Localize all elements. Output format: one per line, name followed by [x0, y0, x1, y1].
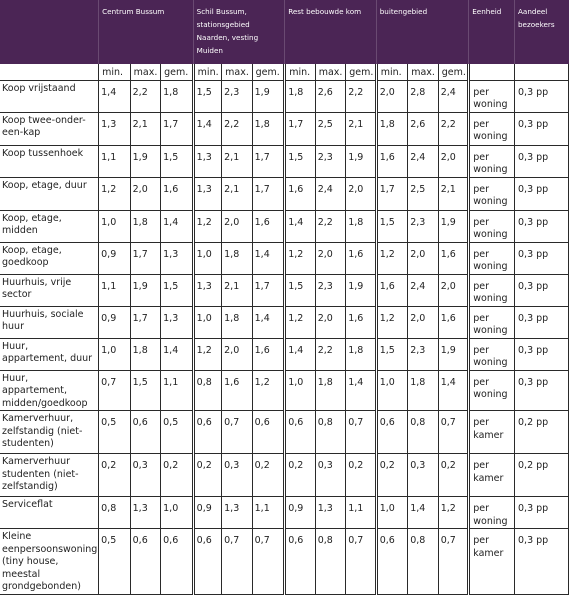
value-cell: 1,9	[438, 338, 469, 370]
subheader-gem: gem.	[438, 64, 469, 80]
value-cell: 0,7	[99, 370, 131, 411]
value-cell: 0,7	[222, 529, 253, 595]
value-cell: 1,7	[285, 112, 316, 145]
unit-cell: per woning	[469, 80, 515, 112]
value-cell: 0,6	[376, 529, 408, 595]
value-cell: 2,6	[408, 112, 439, 145]
value-cell: 2,1	[222, 177, 253, 210]
row-label: Koop, etage, midden	[0, 210, 99, 242]
value-cell: 0,6	[193, 529, 221, 595]
value-cell: 1,5	[285, 145, 316, 177]
value-cell: 2,4	[315, 177, 346, 210]
value-cell: 1,5	[376, 210, 408, 242]
value-cell: 2,4	[408, 274, 439, 306]
value-cell: 0,9	[285, 497, 316, 529]
unit-cell: per kamer	[469, 529, 515, 595]
row-label: Kamerverhuur studenten (niet-zelfstandig)	[0, 454, 99, 497]
value-cell: 1,7	[376, 177, 408, 210]
value-cell: 0,2	[438, 454, 469, 497]
value-cell: 0,7	[252, 529, 285, 595]
header-eenheid: Eenheid	[469, 0, 515, 64]
unit-cell: per woning	[469, 370, 515, 411]
table-row	[0, 112, 569, 145]
value-cell: 1,5	[161, 274, 194, 306]
subheader-min: min.	[193, 64, 221, 80]
value-cell: 1,2	[376, 306, 408, 338]
table-row	[0, 338, 569, 370]
value-cell: 0,2	[285, 454, 316, 497]
value-cell: 2,0	[376, 80, 408, 112]
value-cell: 0,7	[438, 411, 469, 454]
value-cell: 1,9	[130, 274, 161, 306]
value-cell: 1,6	[222, 370, 253, 411]
unit-cell: per woning	[469, 145, 515, 177]
unit-cell: per kamer	[469, 454, 515, 497]
visitor-share-cell: 0,2 pp	[515, 411, 569, 454]
header-rest-bebouwde-kom: Rest bebouwde kom	[285, 0, 377, 64]
unit-cell: per woning	[469, 338, 515, 370]
value-cell: 1,8	[346, 338, 377, 370]
value-cell: 1,8	[130, 210, 161, 242]
value-cell: 1,6	[161, 177, 194, 210]
header-centrum-bussum: Centrum Bussum	[99, 0, 194, 64]
value-cell: 1,0	[376, 497, 408, 529]
value-cell: 1,2	[438, 497, 469, 529]
value-cell: 2,1	[222, 145, 253, 177]
value-cell: 2,0	[408, 242, 439, 274]
row-label: Serviceflat	[0, 497, 99, 529]
value-cell: 0,9	[193, 497, 221, 529]
visitor-share-cell: 0,3 pp	[515, 112, 569, 145]
value-cell: 1,3	[161, 242, 194, 274]
row-label: Koop vrijstaand	[0, 80, 99, 112]
table-row	[0, 529, 569, 595]
table-row	[0, 242, 569, 274]
value-cell: 2,6	[315, 80, 346, 112]
value-cell: 1,2	[193, 210, 221, 242]
value-cell: 2,1	[438, 177, 469, 210]
value-cell: 2,2	[315, 338, 346, 370]
value-cell: 2,1	[346, 112, 377, 145]
value-cell: 0,3	[222, 454, 253, 497]
value-cell: 1,8	[315, 370, 346, 411]
value-cell: 1,3	[193, 145, 221, 177]
value-cell: 0,5	[99, 529, 131, 595]
value-cell: 1,8	[161, 80, 194, 112]
value-cell: 1,8	[346, 210, 377, 242]
value-cell: 2,0	[130, 177, 161, 210]
value-cell: 0,7	[438, 529, 469, 595]
value-cell: 1,5	[161, 145, 194, 177]
subheader-min: min.	[376, 64, 408, 80]
value-cell: 0,9	[99, 306, 131, 338]
value-cell: 1,4	[193, 112, 221, 145]
value-cell: 1,7	[252, 274, 285, 306]
visitor-share-cell: 0,3 pp	[515, 306, 569, 338]
value-cell: 2,4	[408, 145, 439, 177]
unit-cell: per woning	[469, 242, 515, 274]
value-cell: 0,2	[252, 454, 285, 497]
header-buitengebied: buitengebied	[376, 0, 469, 64]
value-cell: 1,5	[130, 370, 161, 411]
value-cell: 1,6	[252, 338, 285, 370]
value-cell: 0,3	[408, 454, 439, 497]
visitor-share-cell: 0,3 pp	[515, 497, 569, 529]
visitor-share-cell: 0,3 pp	[515, 242, 569, 274]
row-label: Koop tussenhoek	[0, 145, 99, 177]
subheader-max: max.	[315, 64, 346, 80]
value-cell: 1,7	[252, 177, 285, 210]
visitor-share-cell: 0,3 pp	[515, 80, 569, 112]
value-cell: 1,1	[346, 497, 377, 529]
header-blank	[0, 0, 99, 64]
value-cell: 0,8	[315, 411, 346, 454]
value-cell: 1,4	[408, 497, 439, 529]
value-cell: 2,4	[438, 80, 469, 112]
value-cell: 1,1	[99, 274, 131, 306]
value-cell: 1,2	[193, 338, 221, 370]
value-cell: 1,9	[252, 80, 285, 112]
table-row	[0, 145, 569, 177]
value-cell: 1,8	[130, 338, 161, 370]
value-cell: 2,1	[222, 274, 253, 306]
value-cell: 1,5	[285, 274, 316, 306]
value-cell: 2,2	[222, 112, 253, 145]
value-cell: 0,8	[408, 411, 439, 454]
row-label: Huur, appartement, midden/goedkoop	[0, 370, 99, 411]
value-cell: 2,2	[346, 80, 377, 112]
value-cell: 0,2	[346, 454, 377, 497]
value-cell: 0,6	[130, 411, 161, 454]
value-cell: 0,6	[161, 529, 194, 595]
value-cell: 0,2	[161, 454, 194, 497]
value-cell: 1,6	[376, 145, 408, 177]
value-cell: 1,0	[285, 370, 316, 411]
value-cell: 0,6	[285, 529, 316, 595]
row-label: Huurhuis, sociale huur	[0, 306, 99, 338]
value-cell: 1,3	[193, 274, 221, 306]
value-cell: 1,5	[193, 80, 221, 112]
header-row	[0, 0, 569, 64]
value-cell: 2,2	[438, 112, 469, 145]
value-cell: 1,2	[285, 306, 316, 338]
value-cell: 2,2	[315, 210, 346, 242]
subheader-aandeel-blank	[515, 64, 569, 80]
value-cell: 2,0	[315, 306, 346, 338]
value-cell: 1,6	[346, 306, 377, 338]
value-cell: 1,2	[376, 242, 408, 274]
value-cell: 1,4	[285, 210, 316, 242]
value-cell: 1,4	[161, 210, 194, 242]
row-label: Huurhuis, vrije sector	[0, 274, 99, 306]
unit-cell: per woning	[469, 497, 515, 529]
value-cell: 1,9	[438, 210, 469, 242]
value-cell: 0,6	[376, 411, 408, 454]
value-cell: 1,4	[438, 370, 469, 411]
row-label: Kleine eenpersoonswoning (tiny house, meestal grondgebonden)	[0, 529, 99, 595]
value-cell: 1,7	[130, 242, 161, 274]
value-cell: 1,1	[161, 370, 194, 411]
value-cell: 2,0	[315, 242, 346, 274]
value-cell: 1,3	[315, 497, 346, 529]
value-cell: 0,8	[315, 529, 346, 595]
unit-cell: per kamer	[469, 411, 515, 454]
table-row	[0, 177, 569, 210]
value-cell: 0,6	[285, 411, 316, 454]
value-cell: 0,7	[222, 411, 253, 454]
visitor-share-cell: 0,3 pp	[515, 274, 569, 306]
table-row	[0, 411, 569, 454]
visitor-share-cell: 0,3 pp	[515, 529, 569, 595]
value-cell: 0,6	[252, 411, 285, 454]
value-cell: 0,3	[130, 454, 161, 497]
value-cell: 1,3	[130, 497, 161, 529]
value-cell: 2,3	[222, 80, 253, 112]
value-cell: 1,6	[438, 306, 469, 338]
value-cell: 1,3	[193, 177, 221, 210]
table-row	[0, 80, 569, 112]
visitor-share-cell: 0,3 pp	[515, 210, 569, 242]
row-label: Kamerverhuur, zelfstandig (niet-studenten)	[0, 411, 99, 454]
value-cell: 0,2	[193, 454, 221, 497]
header-schil-bussum: Schil Bussum, stationsgebied Naarden, vesting Muiden	[193, 0, 285, 64]
value-cell: 1,6	[376, 274, 408, 306]
value-cell: 2,1	[130, 112, 161, 145]
subheader-max: max.	[222, 64, 253, 80]
value-cell: 1,0	[99, 210, 131, 242]
value-cell: 1,8	[222, 242, 253, 274]
value-cell: 1,4	[99, 80, 131, 112]
value-cell: 1,2	[99, 177, 131, 210]
visitor-share-cell: 0,3 pp	[515, 370, 569, 411]
table-body	[0, 80, 569, 594]
value-cell: 1,6	[285, 177, 316, 210]
table-row	[0, 210, 569, 242]
value-cell: 2,5	[408, 177, 439, 210]
value-cell: 1,8	[376, 112, 408, 145]
unit-cell: per woning	[469, 177, 515, 210]
table-row	[0, 274, 569, 306]
row-label: Koop twee-onder-een-kap	[0, 112, 99, 145]
value-cell: 1,4	[252, 306, 285, 338]
value-cell: 2,0	[438, 274, 469, 306]
value-cell: 1,4	[161, 338, 194, 370]
header-aandeel-bezoekers: Aandeel bezoekers	[515, 0, 569, 64]
value-cell: 1,4	[346, 370, 377, 411]
value-cell: 1,0	[161, 497, 194, 529]
value-cell: 2,5	[315, 112, 346, 145]
value-cell: 1,0	[99, 338, 131, 370]
value-cell: 0,2	[376, 454, 408, 497]
value-cell: 1,8	[252, 112, 285, 145]
value-cell: 1,9	[346, 145, 377, 177]
row-label: Huur, appartement, duur	[0, 338, 99, 370]
visitor-share-cell: 0,2 pp	[515, 454, 569, 497]
value-cell: 1,7	[161, 112, 194, 145]
value-cell: 1,6	[346, 242, 377, 274]
visitor-share-cell: 0,3 pp	[515, 338, 569, 370]
value-cell: 1,2	[285, 242, 316, 274]
subheader-eenheid-blank	[469, 64, 515, 80]
unit-cell: per woning	[469, 112, 515, 145]
value-cell: 1,7	[252, 145, 285, 177]
table-row	[0, 497, 569, 529]
value-cell: 0,6	[193, 411, 221, 454]
value-cell: 0,8	[408, 529, 439, 595]
value-cell: 2,0	[408, 306, 439, 338]
value-cell: 1,9	[130, 145, 161, 177]
value-cell: 0,6	[130, 529, 161, 595]
value-cell: 1,1	[99, 145, 131, 177]
table-row	[0, 454, 569, 497]
value-cell: 2,0	[438, 145, 469, 177]
value-cell: 1,3	[99, 112, 131, 145]
value-cell: 1,8	[222, 306, 253, 338]
value-cell: 0,7	[346, 411, 377, 454]
value-cell: 0,8	[193, 370, 221, 411]
value-cell: 2,3	[315, 274, 346, 306]
subheader-max: max.	[130, 64, 161, 80]
value-cell: 2,2	[130, 80, 161, 112]
value-cell: 1,0	[376, 370, 408, 411]
value-cell: 0,7	[346, 529, 377, 595]
value-cell: 0,5	[99, 411, 131, 454]
value-cell: 1,7	[130, 306, 161, 338]
value-cell: 2,8	[408, 80, 439, 112]
subheader-max: max.	[408, 64, 439, 80]
value-cell: 0,2	[99, 454, 131, 497]
row-label: Koop, etage, goedkoop	[0, 242, 99, 274]
value-cell: 1,4	[252, 242, 285, 274]
subheader-blank	[0, 64, 99, 80]
value-cell: 1,2	[252, 370, 285, 411]
value-cell: 1,0	[193, 306, 221, 338]
value-cell: 2,0	[222, 338, 253, 370]
unit-cell: per woning	[469, 274, 515, 306]
value-cell: 1,4	[285, 338, 316, 370]
subheader-min: min.	[99, 64, 131, 80]
value-cell: 1,1	[252, 497, 285, 529]
value-cell: 1,5	[376, 338, 408, 370]
table-row	[0, 306, 569, 338]
value-cell: 1,3	[222, 497, 253, 529]
value-cell: 2,0	[346, 177, 377, 210]
subheader-gem: gem.	[346, 64, 377, 80]
subheader-gem: gem.	[252, 64, 285, 80]
visitor-share-cell: 0,3 pp	[515, 145, 569, 177]
subheader-min: min.	[285, 64, 316, 80]
subheader-row	[0, 64, 569, 80]
value-cell: 0,9	[99, 242, 131, 274]
value-cell: 1,9	[346, 274, 377, 306]
value-cell: 1,6	[252, 210, 285, 242]
value-cell: 0,5	[161, 411, 194, 454]
unit-cell: per woning	[469, 306, 515, 338]
subheader-gem: gem.	[161, 64, 194, 80]
value-cell: 2,3	[315, 145, 346, 177]
unit-cell: per woning	[469, 210, 515, 242]
table-row	[0, 370, 569, 411]
value-cell: 2,3	[408, 338, 439, 370]
value-cell: 2,0	[222, 210, 253, 242]
value-cell: 1,8	[285, 80, 316, 112]
value-cell: 1,0	[193, 242, 221, 274]
value-cell: 0,3	[315, 454, 346, 497]
value-cell: 1,8	[408, 370, 439, 411]
value-cell: 1,3	[161, 306, 194, 338]
value-cell: 2,3	[408, 210, 439, 242]
visitor-share-cell: 0,3 pp	[515, 177, 569, 210]
value-cell: 1,6	[438, 242, 469, 274]
value-cell: 0,8	[99, 497, 131, 529]
row-label: Koop, etage, duur	[0, 177, 99, 210]
